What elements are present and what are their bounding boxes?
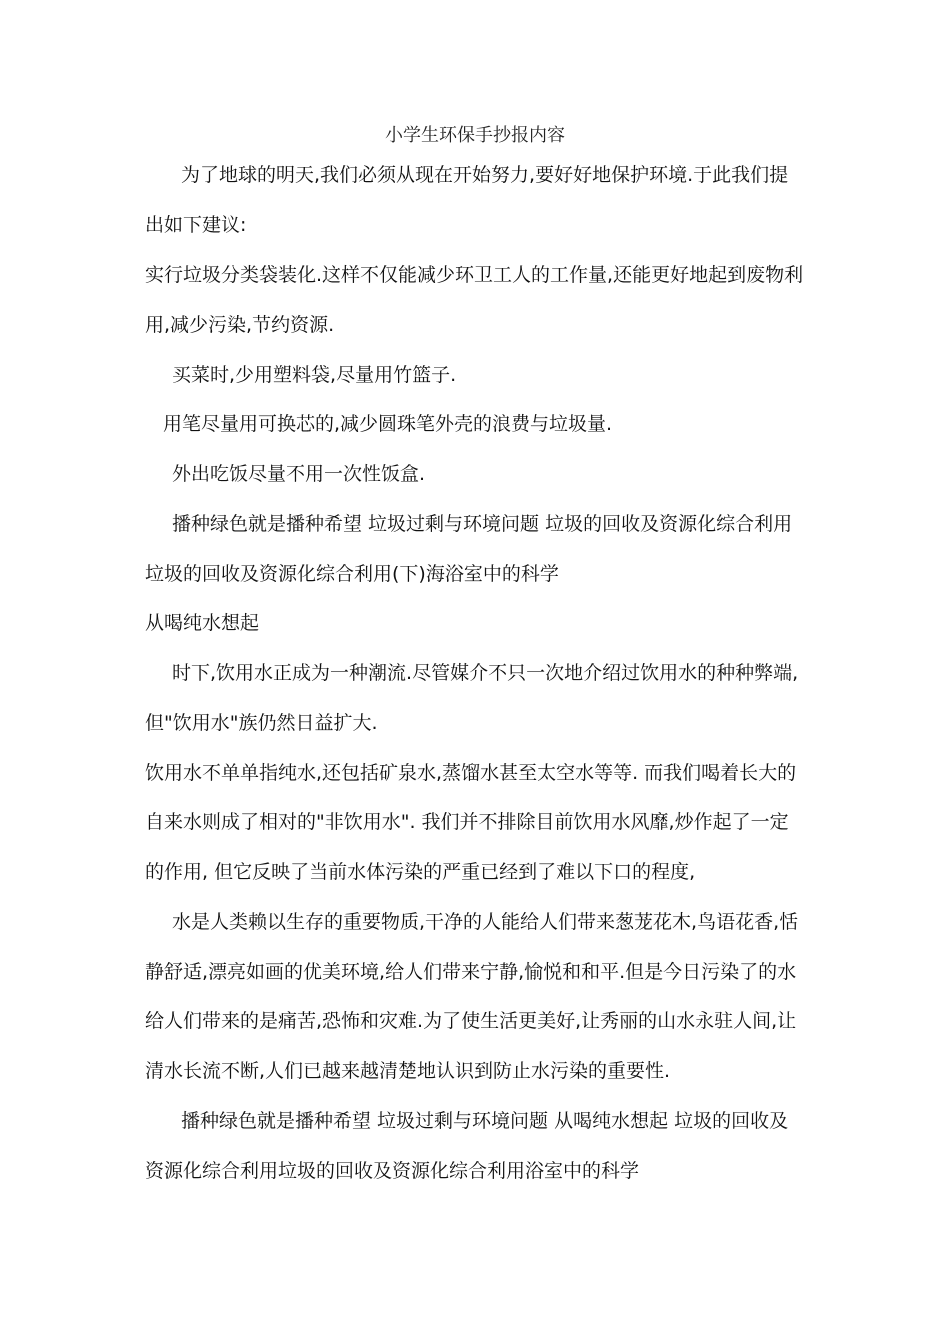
paragraph-line: 出如下建议: — [145, 214, 247, 236]
paragraph-line: 但"饮用水"族仍然日益扩大. — [145, 712, 378, 734]
paragraph-line: 用,减少污染,节约资源. — [145, 314, 335, 336]
paragraph-line: 外出吃饭尽量不用一次性饭盒. — [172, 463, 426, 485]
paragraph-line: 的作用, 但它反映了当前水体污染的严重已经到了难以下口的程度, — [145, 861, 696, 883]
paragraph-line: 播种绿色就是播种希望 垃圾过剩与环境问题 从喝纯水想起 垃圾的回收及 — [181, 1110, 789, 1132]
paragraph-line: 饮用水不单单指纯水,还包括矿泉水,蒸馏水甚至太空水等等. 而我们喝着长大的 — [145, 762, 797, 784]
paragraph-line: 静舒适,漂亮如画的优美环境,给人们带来宁静,愉悦和和平.但是今日污染了的水 — [145, 961, 797, 983]
paragraph-line: 水是人类赖以生存的重要物质,干净的人能给人们带来葱茏花木,鸟语花香,恬 — [172, 911, 799, 933]
paragraph-line: 从喝纯水想起 — [145, 612, 260, 634]
paragraph-line: 买菜时,少用塑料袋,尽量用竹篮子. — [172, 364, 457, 386]
paragraph-line: 给人们带来的是痛苦,恐怖和灾难.为了使生活更美好,让秀丽的山水永驻人间,让 — [145, 1010, 797, 1032]
paragraph-line: 用笔尽量用可换芯的,减少圆珠笔外壳的浪费与垃圾量. — [163, 413, 613, 435]
paragraph-line: 自来水则成了相对的"非饮用水". 我们并不排除目前饮用水风靡,炒作起了一定 — [145, 811, 789, 833]
paragraph-line: 为了地球的明天,我们必须从现在开始努力,要好好地保护环境.于此我们提 — [181, 164, 789, 186]
paragraph-line: 清水长流不断,人们已越来越清楚地认识到防止水污染的重要性. — [145, 1060, 671, 1082]
paragraph-line: 实行垃圾分类袋装化.这样不仅能减少环卫工人的工作量,还能更好地起到废物利 — [145, 264, 804, 286]
document-title: 小学生环保手抄报内容 — [385, 125, 565, 146]
paragraph-line: 时下,饮用水正成为一种潮流.尽管媒介不只一次地介绍过饮用水的种种弊端, — [172, 662, 799, 684]
paragraph-line: 播种绿色就是播种希望 垃圾过剩与环境问题 垃圾的回收及资源化综合利用 — [172, 513, 793, 535]
paragraph-line: 资源化综合利用垃圾的回收及资源化综合利用浴室中的科学 — [145, 1160, 640, 1182]
paragraph-line: 垃圾的回收及资源化综合利用(下)海浴室中的科学 — [145, 563, 559, 585]
